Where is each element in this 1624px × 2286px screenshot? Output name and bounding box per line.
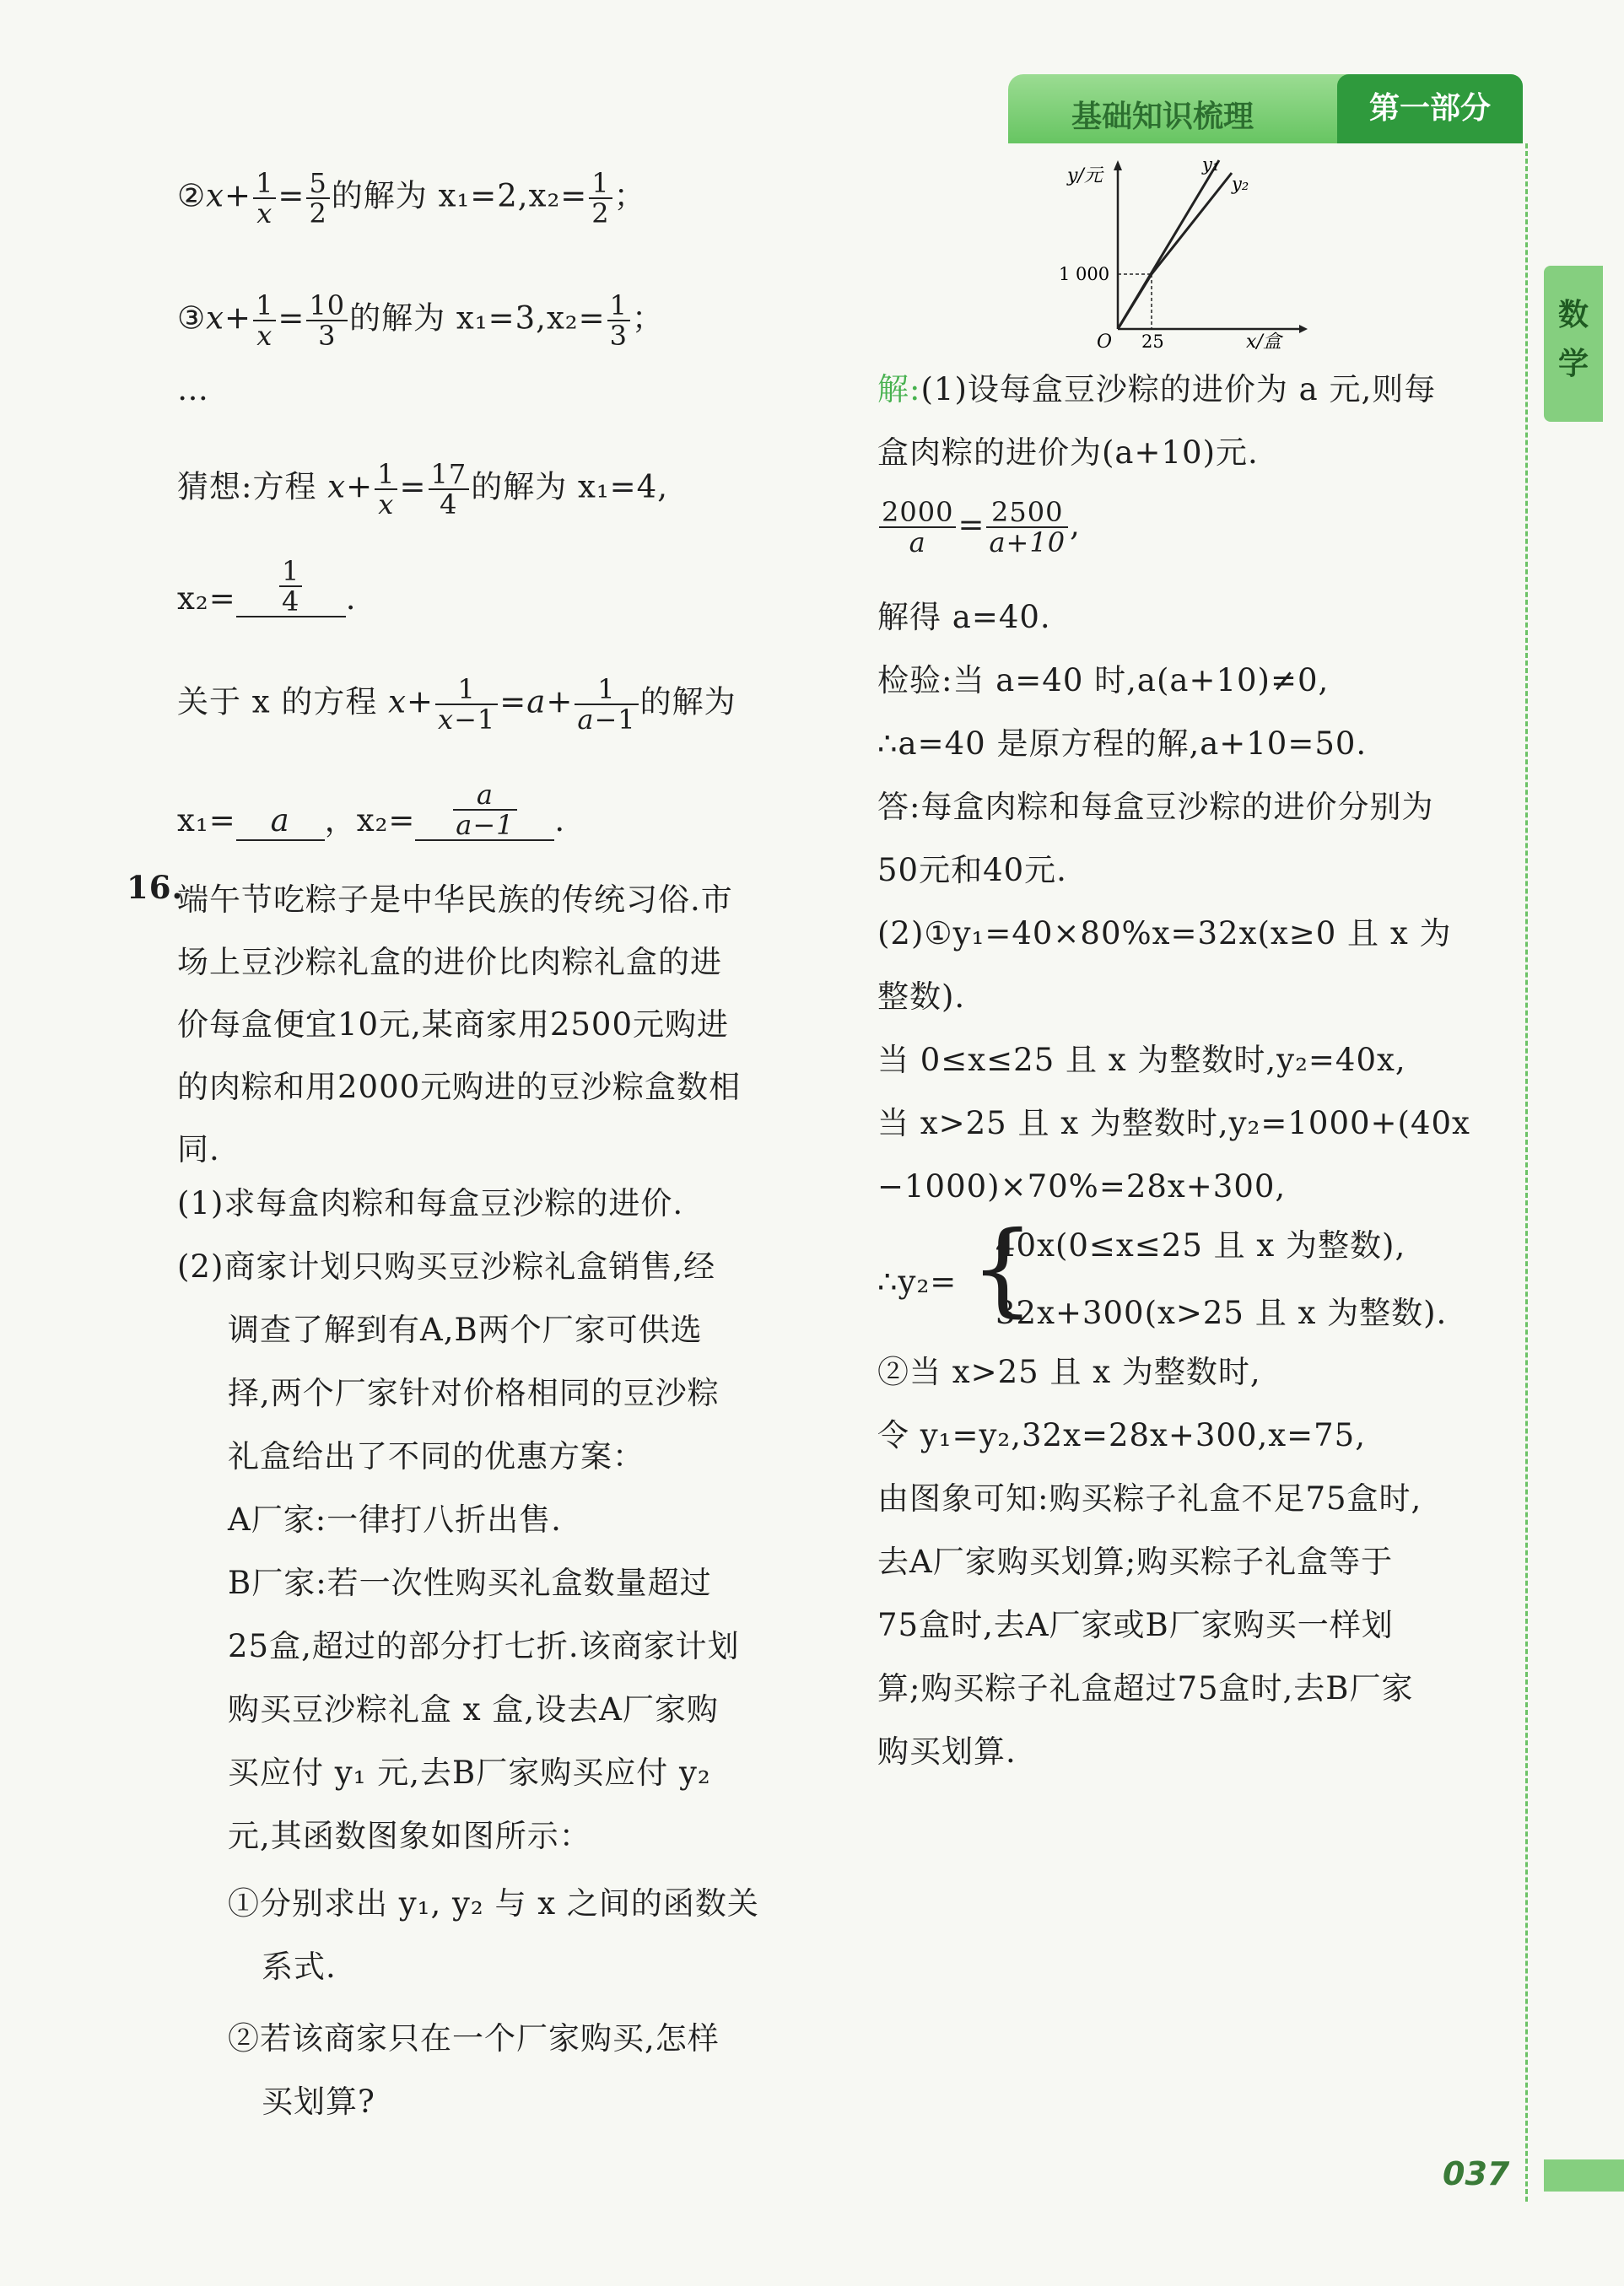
solution-line: (2)①y₁=40×80%x=32x(x≥0 且 x 为 [877,915,1452,952]
q16-line: 同. [177,1131,220,1167]
x-tick-label: 25 [1141,332,1164,352]
plan-b-line: 买应付 y₁ 元,去B厂家购买应付 y₂ [228,1755,711,1791]
solution-line: 令 y₁=y₂,32x=28x+300,x=75, [877,1417,1366,1453]
page-number: 037 [1443,2155,1510,2192]
sub-question-2-line: 礼盒给出了不同的优惠方案： [228,1438,645,1475]
question-ii-line: ②若该商家只在一个厂家购买,怎样 [228,2020,720,2057]
answer-blank-x2 [415,780,554,841]
line-y2 [1118,173,1232,329]
solution-line: 盒肉粽的进价为(a+10)元. [877,434,1259,471]
eq-right-den: a+10 [989,526,1066,558]
solution-line: 当 x>25 且 x 为整数时,y₂=1000+(40x [877,1105,1470,1141]
sub-question-1: (1)求每盒肉粽和每盒豆沙粽的进价. [177,1185,684,1221]
text: 猜想:方程 [177,468,328,505]
solution-x2-label: x₂= [528,177,588,214]
solution-line [877,371,1436,408]
plan-b-line: 购买豆沙粽礼盒 x 盒,设去A厂家购 [228,1691,719,1728]
text: , [1070,506,1081,543]
guess-line: 猜想:方程 x+ $\frac{1}{x}$ = $\frac{17}{4}$ 的解为 x₁=4, [177,458,668,520]
solution-line: 50元和40元. [877,852,1067,888]
item-marker: ③ [177,299,207,337]
solution-x2-label: x₂= [546,299,606,337]
solution-x1: x₁=2, [438,177,529,214]
y-tick-label: 1 000 [1059,264,1110,284]
equation-line: $\frac{2000}{a}$ = $\frac{2500}{a+10}$ , [877,498,1081,557]
text: ，x₂= [324,802,416,838]
text: 关于 x 的方程 [177,683,389,720]
plan-b-line: B厂家:若一次性购买礼盒数量超过 [228,1565,712,1601]
subject-side-tab [1544,266,1603,422]
x-axis-label: x/盒 [1246,332,1281,353]
y-axis-label: y/元 [1067,165,1103,186]
text: 的解为 x₁=4, [471,468,668,505]
part-label: 第一部分 [1337,74,1523,143]
solution-line: 答:每盒肉粽和每盒豆沙粽的进价分别为 [877,789,1434,825]
q16-line: 场上豆沙粽礼盒的进价比肉粽礼盒的进 [177,944,722,980]
ellipsis: … [177,371,209,407]
piecewise-case: 40x(0≤x≤25 且 x 为整数), [995,1227,1406,1264]
question-ii-line: 买划算? [262,2084,375,2120]
question-i-line: 系式. [262,1949,337,1985]
example-line-2: ②x+ $\frac{1}{x}$ = $\frac{5}{2}$ 的解为 x₁=2,x₂= $\frac{1}{2}$ ； [177,167,646,229]
answer-x2-num: a [453,780,516,811]
solution-line: 整数). [877,979,966,1015]
plan-a: A厂家:一律打八折出售. [228,1502,562,1538]
answer-blank: $\frac{1}{4}$ [236,557,346,617]
q16-line: 价每盒便宜10元,某商家用2500元购进 [177,1006,730,1043]
solution-line: 由图象可知:购买粽子礼盒不足75盒时, [877,1480,1422,1517]
eq-right-num: 2500 [986,498,1068,528]
text: (1)设每盒豆沙粽的进价为 a 元,则每 [920,371,1437,407]
text: 的解为 [331,177,439,214]
margin-divider [1525,143,1528,2202]
plan-b-line: 25盒,超过的部分打七折.该商家计划 [228,1628,740,1664]
solution-line: 75盒时,去A厂家或B厂家购买一样划 [877,1607,1394,1643]
line-y1-label: y₁ [1202,154,1220,175]
eq-left-den: a [909,526,926,558]
text: ； [632,299,664,337]
line-y2-label: y₂ [1232,174,1249,194]
footer-bar [1544,2159,1624,2192]
y-axis-arrow [1114,160,1122,170]
question-i-line: ①分别求出 y₁, y₂ 与 x 之间的函数关 [228,1885,759,1922]
example-line-3: ③x+ $\frac{1}{x}$ = $\frac{10}{3}$ 的解为 x₁=3,x₂= $\frac{1}{3}$ ； [177,289,664,352]
answer-x2-den: a−1 [456,809,515,841]
sub-question-2-line: 调查了解到有A,B两个厂家可供选 [228,1312,703,1348]
piecewise-case: 32x+300(x>25 且 x 为整数). [995,1295,1448,1331]
solution-line: 检验:当 a=40 时,a(a+10)≠0, [877,662,1330,698]
subject-label: 数学 [1557,298,1589,381]
x-axis-arrow [1299,325,1308,333]
solution-line: ∴a=40 是原方程的解,a+10=50. [877,725,1368,762]
solution-line: 算;购买粽子礼盒超过75盒时,去B厂家 [877,1670,1414,1706]
q16-line: 端午节吃粽子是中华民族的传统习俗.市 [177,882,733,918]
answer-x1: a [270,802,290,838]
solution-line: ②当 x>25 且 x 为整数时, [877,1354,1261,1390]
solution-line: 解得 a=40. [877,599,1051,635]
origin-label: O [1097,332,1113,353]
solution-line: −1000)×70%=28x+300, [877,1168,1287,1205]
text: x₁= [177,802,236,838]
text: 的解为 [639,683,736,720]
text: 的解为 [349,299,456,337]
solution-line: 去A厂家购买划算;购买粽子礼盒等于 [877,1544,1394,1580]
item-marker: ② [177,177,207,214]
brace: { [970,1210,1035,1328]
guess-x2-line: x₂= $\frac{1}{4}$ . [177,555,357,617]
piecewise-prefix: ∴y₂= [877,1264,958,1300]
solution-line: 当 0≤x≤25 且 x 为整数时,y₂=40x, [877,1042,1406,1078]
answer-blank-x1 [236,802,325,841]
question-number: 16. [127,869,184,906]
section-title: 基础知识梳理 [1071,100,1254,134]
sub-question-2-line: 择,两个厂家针对价格相同的豆沙粽 [228,1375,720,1411]
sub-question-2-line: (2)商家计划只购买豆沙粽礼盒销售,经 [177,1248,716,1285]
text: ； [613,177,646,214]
function-graph [1059,152,1312,354]
solution-x1: x₁=3, [456,299,547,337]
about-line: 关于 x 的方程 x+ $\frac{1}{x-1}$ =a+ $\frac{1}{a-1}$ 的解为 [177,673,736,736]
about-answers: x₁= a ，x₂= $\frac{a}{a-1}$ . [177,779,566,841]
q16-line: 的肉粽和用2000元购进的豆沙粽盒数相 [177,1069,742,1105]
eq-left-num: 2000 [879,498,956,528]
question-16-text [177,869,741,1181]
piecewise-function [877,1210,1485,1337]
solution-line: 购买划算. [877,1733,1017,1770]
solution-label: 解: [877,371,921,407]
text: x₂= [177,580,236,617]
plan-b-line: 元,其函数图象如图所示： [228,1818,591,1854]
